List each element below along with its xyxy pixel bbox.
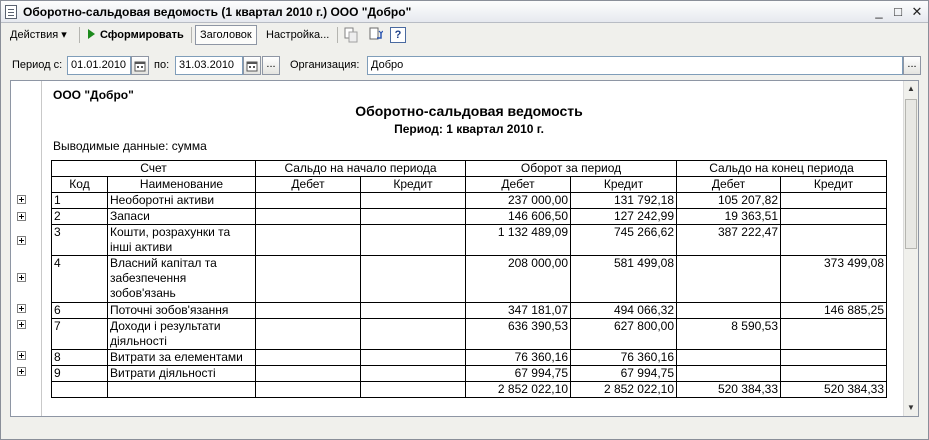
cell-opening-credit — [361, 225, 466, 256]
expand-icon[interactable] — [17, 320, 26, 329]
cell-closing-credit — [781, 209, 887, 225]
cell-name: Власний капітал та забезпечення зобов'язань — [108, 256, 256, 303]
header-credit: Кредит — [781, 177, 887, 193]
cell-turnover-credit: 67 994,75 — [571, 366, 677, 382]
report-output-data: Выводимые данные: сумма — [53, 139, 207, 153]
header-debit: Дебет — [256, 177, 361, 193]
period-to-field[interactable]: 31.03.2010 — [175, 56, 243, 75]
window-title: Оборотно-сальдовая ведомость (1 квартал 2010 г.) ООО "Добро" — [23, 5, 412, 19]
cell-code: 3 — [52, 225, 108, 256]
header-debit: Дебет — [466, 177, 571, 193]
cell-closing-debit: 8 590,53 — [677, 319, 781, 350]
cell-name: Витрати діяльності — [108, 366, 256, 382]
cell-code: 8 — [52, 350, 108, 366]
header-code: Код — [52, 177, 108, 193]
period-from-field[interactable]: 01.01.2010 — [67, 56, 131, 75]
cell-opening-debit — [256, 225, 361, 256]
cell-name: Необоротні активи — [108, 193, 256, 209]
parameters-panel — [1, 55, 928, 77]
period-to-label: по: — [154, 59, 170, 71]
calendar-icon[interactable] — [243, 56, 261, 75]
expand-icon[interactable] — [17, 273, 26, 282]
total-opening-debit — [256, 382, 361, 398]
minimize-button[interactable]: _ — [875, 4, 883, 19]
cell-closing-debit: 19 363,51 — [677, 209, 781, 225]
header-row-1 — [52, 161, 887, 177]
organization-field[interactable]: Добро — [367, 56, 903, 75]
cell-closing-debit — [677, 350, 781, 366]
cell-turnover-debit: 76 360,16 — [466, 350, 571, 366]
cell-name: Витрати за елементами — [108, 350, 256, 366]
table-row[interactable] — [52, 209, 887, 225]
total-closing-debit: 520 384,33 — [677, 382, 781, 398]
cell-code: 6 — [52, 303, 108, 319]
cell-code: 1 — [52, 193, 108, 209]
cell-turnover-debit: 208 000,00 — [466, 256, 571, 303]
cell-opening-debit — [256, 319, 361, 350]
cell-name: Поточні зобов'язання — [108, 303, 256, 319]
report-period: Период: 1 квартал 2010 г. — [394, 122, 544, 136]
header-debit: Дебет — [677, 177, 781, 193]
header-credit: Кредит — [571, 177, 677, 193]
cell-closing-credit — [781, 319, 887, 350]
cell-turnover-debit: 1 132 489,09 — [466, 225, 571, 256]
cell-closing-credit — [781, 225, 887, 256]
toolbar — [3, 24, 926, 46]
cell-turnover-debit: 67 994,75 — [466, 366, 571, 382]
cell-opening-credit — [361, 303, 466, 319]
close-button[interactable]: ✕ — [911, 4, 923, 19]
maximize-button[interactable]: □ — [894, 4, 902, 19]
cell-closing-debit — [677, 303, 781, 319]
toolbar-separator — [191, 27, 192, 43]
cell-code: 4 — [52, 256, 108, 303]
period-from-label: Период с: — [12, 59, 63, 71]
scroll-thumb[interactable] — [905, 99, 917, 249]
title-bar — [1, 1, 928, 23]
cell-opening-debit — [256, 256, 361, 303]
header-closing-balance: Сальдо на конец периода — [677, 161, 887, 177]
report-organization: ООО "Добро" — [53, 88, 134, 102]
table-row[interactable] — [52, 303, 887, 319]
total-turnover-debit: 2 852 022,10 — [466, 382, 571, 398]
generate-label: Сформировать — [100, 29, 184, 41]
refresh-icon[interactable] — [367, 27, 383, 43]
header-row-2 — [52, 177, 887, 193]
cell-turnover-credit: 627 800,00 — [571, 319, 677, 350]
header-opening-balance: Сальдо на начало периода — [256, 161, 466, 177]
cell-closing-debit — [677, 256, 781, 303]
cell-opening-debit — [256, 209, 361, 225]
expand-icon[interactable] — [17, 351, 26, 360]
cell-name: Кошти, розрахунки та інші активи — [108, 225, 256, 256]
header-name: Наименование — [108, 177, 256, 193]
header-credit: Кредит — [361, 177, 466, 193]
expand-icon[interactable] — [17, 304, 26, 313]
cell-name: Доходи і результати діяльності — [108, 319, 256, 350]
cell-turnover-credit: 76 360,16 — [571, 350, 677, 366]
cell-turnover-credit: 745 266,62 — [571, 225, 677, 256]
cell-opening-credit — [361, 366, 466, 382]
toolbar-separator — [79, 27, 80, 43]
cell-closing-credit: 373 499,08 — [781, 256, 887, 303]
document-icon — [5, 5, 17, 19]
report-spreadsheet[interactable] — [10, 80, 919, 417]
report-title: Оборотно-сальдовая ведомость — [355, 103, 583, 119]
header-turnover: Оборот за период — [466, 161, 677, 177]
actions-menu[interactable]: Действия ▾ — [10, 29, 67, 41]
cell-code: 9 — [52, 366, 108, 382]
play-icon — [88, 29, 95, 39]
scroll-up-icon[interactable]: ▲ — [907, 84, 915, 93]
cell-turnover-debit: 237 000,00 — [466, 193, 571, 209]
cell-turnover-credit: 131 792,18 — [571, 193, 677, 209]
cell-opening-debit — [256, 366, 361, 382]
table-row[interactable] — [52, 350, 887, 366]
cell-closing-credit — [781, 366, 887, 382]
cell-turnover-credit: 494 066,32 — [571, 303, 677, 319]
cell-closing-debit — [677, 366, 781, 382]
generate-button[interactable] — [83, 25, 189, 45]
turnover-table — [51, 160, 887, 398]
cell-opening-credit — [361, 350, 466, 366]
period-select-button[interactable]: ... — [262, 56, 280, 75]
total-closing-credit: 520 384,33 — [781, 382, 887, 398]
cell-opening-credit — [361, 319, 466, 350]
total-name — [108, 382, 256, 398]
cell-turnover-debit: 636 390,53 — [466, 319, 571, 350]
total-row[interactable] — [52, 382, 887, 398]
organization-label: Организация: — [290, 59, 360, 71]
copy-icon[interactable] — [343, 27, 359, 43]
organization-select-button[interactable]: ... — [903, 56, 921, 75]
cell-turnover-debit: 146 606,50 — [466, 209, 571, 225]
toolbar-separator — [337, 27, 338, 43]
cell-turnover-credit: 127 242,99 — [571, 209, 677, 225]
header-toggle-button[interactable]: Заголовок — [195, 25, 257, 45]
cell-opening-credit — [361, 256, 466, 303]
total-opening-credit — [361, 382, 466, 398]
scroll-down-icon[interactable]: ▼ — [907, 403, 915, 412]
table-row[interactable] — [52, 193, 887, 209]
cell-closing-credit: 146 885,25 — [781, 303, 887, 319]
header-account: Счет — [52, 161, 256, 177]
cell-name: Запаси — [108, 209, 256, 225]
vertical-scrollbar[interactable] — [903, 81, 918, 416]
help-icon[interactable]: ? — [390, 27, 406, 43]
cell-opening-debit — [256, 193, 361, 209]
cell-code: 2 — [52, 209, 108, 225]
expand-icon[interactable] — [17, 195, 26, 204]
cell-turnover-debit: 347 181,07 — [466, 303, 571, 319]
cell-turnover-credit: 581 499,08 — [571, 256, 677, 303]
cell-opening-credit — [361, 209, 466, 225]
calendar-icon[interactable] — [131, 56, 149, 75]
settings-button[interactable]: Настройка... — [266, 29, 330, 41]
cell-closing-debit: 387 222,47 — [677, 225, 781, 256]
cell-code: 7 — [52, 319, 108, 350]
total-code — [52, 382, 108, 398]
cell-closing-credit — [781, 193, 887, 209]
cell-opening-debit — [256, 350, 361, 366]
expand-icon[interactable] — [17, 212, 26, 221]
table-row[interactable] — [52, 256, 887, 303]
expand-icon[interactable] — [17, 367, 26, 376]
cell-opening-debit — [256, 303, 361, 319]
expand-icon[interactable] — [17, 236, 26, 245]
table-row[interactable] — [52, 225, 887, 256]
cell-closing-credit — [781, 350, 887, 366]
cell-opening-credit — [361, 193, 466, 209]
grouping-gutter — [11, 81, 42, 416]
total-turnover-credit: 2 852 022,10 — [571, 382, 677, 398]
cell-closing-debit: 105 207,82 — [677, 193, 781, 209]
table-row[interactable] — [52, 366, 887, 382]
table-row[interactable] — [52, 319, 887, 350]
